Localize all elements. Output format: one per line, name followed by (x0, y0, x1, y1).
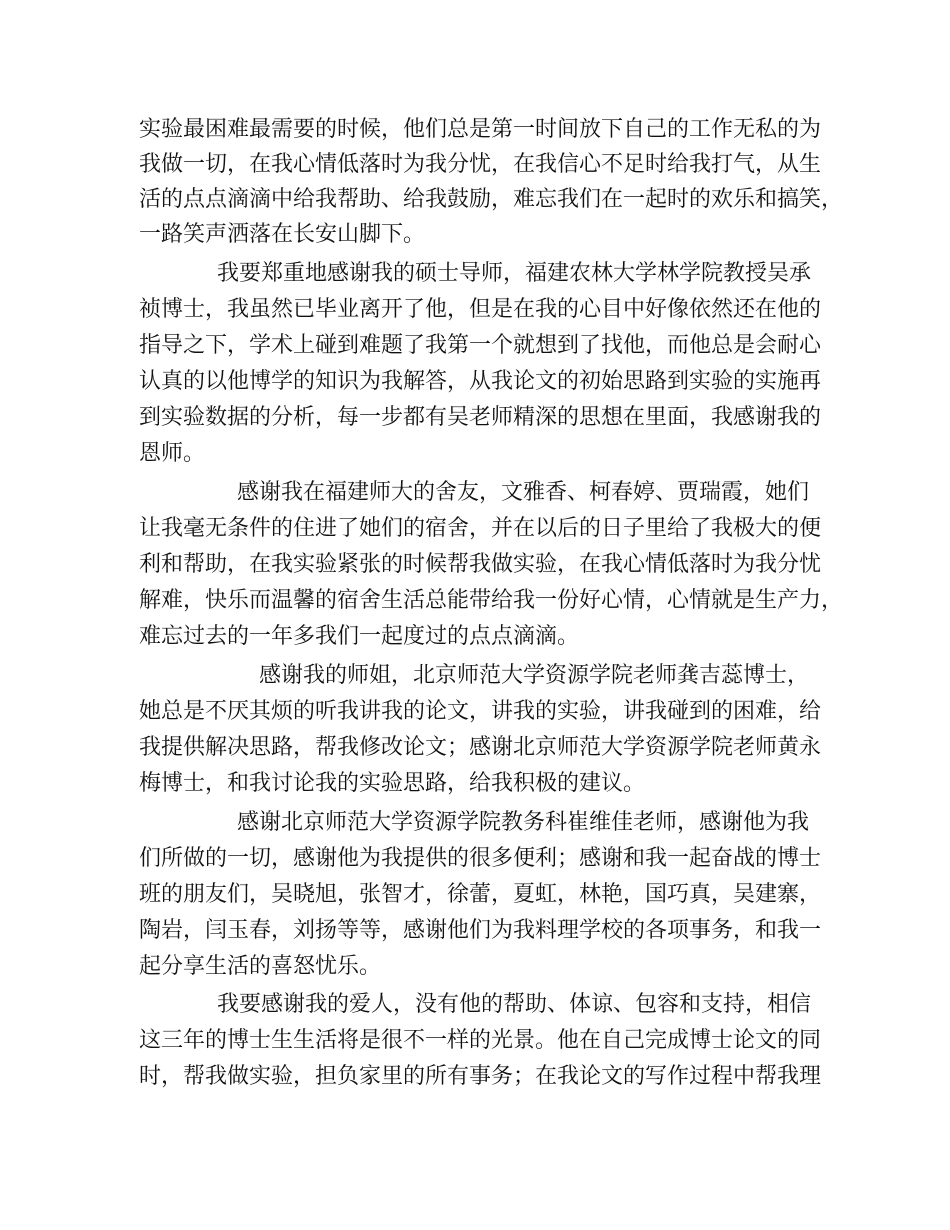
text-line: 难忘过去的一年多我们一起度过的点点滴滴。 (139, 624, 580, 649)
text-line: 她总是不厌其烦的听我讲我的论文，讲我的实验，讲我碰到的困难，给 (139, 699, 822, 724)
text-line: 祯博士，我虽然已毕业离开了他，但是在我的心目中好像依然还在他的 (139, 297, 822, 322)
text-line: 我提供解决思路，帮我修改论文；感谢北京师范大学资源学院老师黄永 (139, 735, 822, 760)
text-line: 感谢我在福建师大的舍友，文雅香、柯春婷、贾瑞霞，她们 (237, 480, 810, 505)
text-line: 利和帮助，在我实验紧张的时候帮我做实验，在我心情低落时为我分忧 (139, 552, 822, 577)
text-line: 活的点点滴滴中给我帮助、给我鼓励，难忘我们在一起时的欢乐和搞笑， (139, 187, 844, 212)
text-line: 们所做的一切，感谢他为我提供的很多便利；感谢和我一起奋战的博士 (139, 846, 822, 871)
text-line: 到实验数据的分析，每一步都有吴老师精深的思想在里面，我感谢我的 (139, 405, 822, 430)
text-line: 让我毫无条件的住进了她们的宿舍，并在以后的日子里给了我极大的便 (139, 516, 822, 541)
text-line: 实验最困难最需要的时候，他们总是第一时间放下自己的工作无私的为 (139, 117, 822, 142)
text-line: 一路笑声洒落在长安山脚下。 (139, 222, 426, 247)
text-line: 认真的以他博学的知识为我解答，从我论文的初始思路到实验的实施再 (139, 369, 822, 394)
text-line: 恩师。 (139, 441, 206, 466)
text-line: 指导之下，学术上碰到难题了我第一个就想到了找他，而他总是会耐心 (139, 333, 822, 358)
text-line: 梅博士，和我讨论我的实验思路，给我积极的建议。 (139, 771, 646, 796)
text-line: 感谢北京师范大学资源学院教务科崔维佳老师，感谢他为我 (237, 810, 810, 835)
text-line: 这三年的博士生生活将是很不一样的光景。他在自己完成博士论文的同 (139, 1028, 822, 1053)
text-line: 感谢我的师姐，北京师范大学资源学院老师龚吉蕊博士， (259, 663, 810, 688)
text-line: 起分享生活的喜怒忧乐。 (139, 954, 382, 979)
text-line: 时，帮我做实验，担负家里的所有事务；在我论文的写作过程中帮我理 (139, 1064, 822, 1089)
text-line: 我要感谢我的爱人，没有他的帮助、体谅、包容和支持，相信 (217, 992, 812, 1017)
text-line: 我要郑重地感谢我的硕士导师，福建农林大学林学院教授吴承 (217, 261, 812, 286)
text-line: 陶岩，闫玉春，刘扬等等，感谢他们为我料理学校的各项事务，和我一 (139, 918, 822, 943)
text-line: 解难，快乐而温馨的宿舍生活总能带给我一份好心情，心情就是生产力， (139, 588, 844, 613)
text-line: 班的朋友们，吴晓旭，张智才，徐蕾，夏虹，林艳，国巧真，吴建寨， (139, 882, 822, 907)
text-line: 我做一切，在我心情低落时为我分忧，在我信心不足时给我打气，从生 (139, 152, 822, 177)
